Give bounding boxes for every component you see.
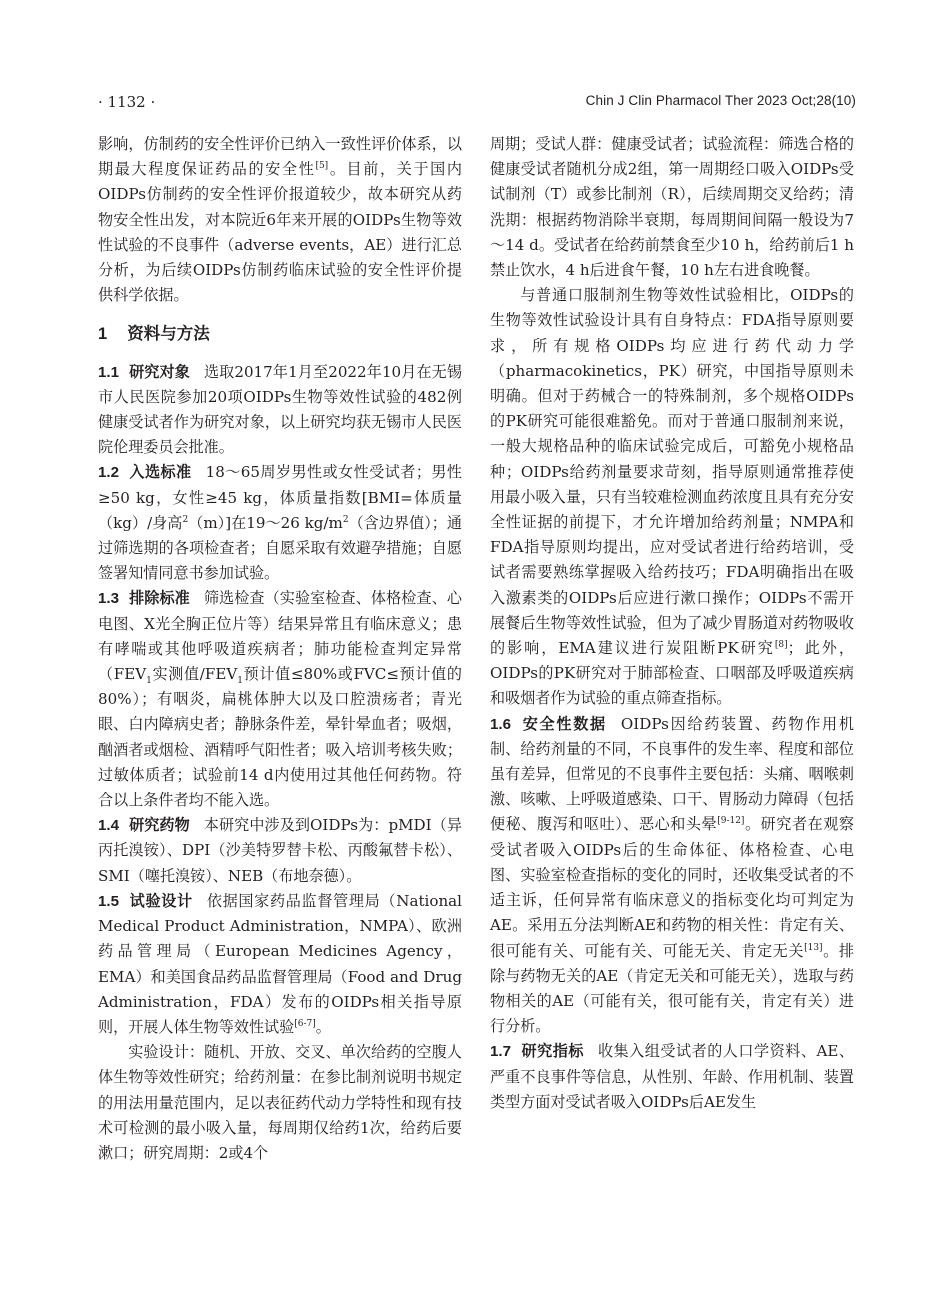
subsection-1-3: 1.3 排除标准 筛选检查（实验室检查、体格检查、心电图、X光全胸正位片等）结果异常且有临床意义；患有哮喘或其他呼吸道疾病者；肺功能检查判定异常（$FEV_1$实测值$/FEV_1$预计值≤80%或FVC≤预计值的80%）；有咽炎，扁桃体肿大以及口腔溃疡者；青光眼、白内障病史者；静脉条件差，晕针晕血者；吸烟，酗酒者或烟检、酒精呼气阳性者；吸入培训考核失败；过敏体质者；试验前14 d内使用过其他任何药物。符合以上条件者均不能入选。 [98,589,462,810]
subsection-1-6: 1.6 安全性数据 OIDPs因给药装置、药物作用机制、给药剂量的不同，不良事件的发生率、程度和部位虽有差异，但常见的不良事件主要包括：头痛、咽喉刺激、咳嗽、上呼吸道感染、口干、胃肠动力障碍（包括便秘、腹泻和呕吐）、恶心和头晕[9-12]。研究者在观察受试者吸入OIDPs后的生命体征、体格检查、心电图、实验室检查指标的变化的同时，还收集受试者的不适主诉，任何异常有临床意义的指标变化均可判定为AE。采用五分法判断AE和药物的相关性：肯定有关、很可能有关、可能有关、可能无关、肯定无关[13]。排除与药物无关的AE（肯定无关和可能无关），选取与药物相关的AE（可能有关，很可能有关，肯定有关）进行分析。 [490,714,854,1036]
running-header [98,93,856,115]
page-number: · 1132 · [98,93,156,111]
subsection-1-7: 1.7 研究指标 收集入组受试者的人口学资料、AE、严重不良事件等信息，从性别、年龄、作用机制、装置类型方面对受试者吸入OIDPs后AE发生 [490,1042,854,1111]
section-1-heading: 1 资料与方法 [98,325,210,344]
journal-citation: Chin J Clin Pharmacol Ther 2023 Oct;28(10) [585,93,856,108]
right-column [490,132,854,1115]
intro-paragraph-end: 影响，仿制药的安全性评价已纳入一致性评价体系，以期最大程度保证药品的安全性[5]。目前，关于国内OIDPs仿制药的安全性评价报道较少，故本研究从药物安全性出发，对本院近6年来开展的OIDPs生物等效性试验的不良事件（adverse events，AE）进行汇总分析，为后续OIDPs仿制药临床试验的安全性评价提供科学依据。 [98,135,462,305]
design-paragraph: 实验设计：随机、开放、交叉、单次给药的空腹人体生物等效性研究；给药剂量：在参比制剂说明书规定的用法用量范围内，足以表征药代动力学特性和现有技术可检测的最小吸入量，每周期仅给药1次，给药后要漱口；研究周期：2或4个 [98,1043,462,1162]
subsection-1-2: 1.2 入选标准 18～65周岁男性或女性受试者；男性≥50 kg，女性≥45 kg，体质量指数[BMI=体质量（kg）/身高$^2$（m）]在19～26 $kg/m^2$（含边界值）；通过筛选期的各项检查者；自愿采取有效避孕措施；自愿签署知情同意书参加试验。 [98,463,463,583]
subsection-1-1: 1.1 研究对象 选取2017年1月至2022年10月在无锡市人民医院参加20项OIDPs生物等效性试验的482例健康受试者作为研究对象，以上研究均获无锡市人民医院伦理委员会批准。 [98,362,462,457]
subsection-1-5: 1.5 试验设计 依据国家药品监督管理局（National Medical Product Administration，NMPA）、欧洲药品管理局（European Medicines Agency，EMA）和美国食品药品监督管理局（Food and Drug Administration，FDA）发布的OIDPs相关指导原则，开展人体生物等效性试验[6-7]。 [98,891,462,1036]
left-column [98,132,462,1166]
subsection-1-4: 1.4 研究药物 本研究中涉及到OIDPs为：pMDI（异丙托溴铵）、DPI（沙美特罗替卡松、丙酸氟替卡松）、SMI（噻托溴铵）、NEB（布地奈德）。 [98,816,462,885]
design-paragraph-cont: 周期；受试人群：健康受试者；试验流程：筛选合格的健康受试者随机分成2组，第一周期经口吸入OIDPs受试制剂（T）或参比制剂（R），后续周期交叉给药；清洗期：根据药物消除半衰期，每周期间间隔一般设为7～14 d。受试者在给药前禁食至少10 h，给药前后1 h禁止饮水，4 h后进食午餐，10 h左右进食晚餐。 [490,135,854,280]
comparison-paragraph: 与普通口服制剂生物等效性试验相比，OIDPs的生物等效性试验设计具有自身特点：FDA指导原则要求，所有规格OIDPs均应进行药代动力学（pharmacokinetics，PK）研究，中国指导原则未明确。但对于药械合一的特殊制剂，多个规格OIDPs的PK研究可能很难豁免。而对于普通口服制剂来说，一般大规格品种的临床试验完成后，可豁免小规格品种；OIDPs给药剂量要求苛刻，指导原则通常推荐使用最小吸入量，只有当较难检测血药浓度且具有充分安全性证据的前提下，才允许增加给药剂量；NMPA和FDA指导原则均提出，应对受试者进行给药培训，受试者需要熟练掌握吸入给药技巧；FDA明确指出在吸入激素类的OIDPs后应进行漱口操作；OIDPs不需开展餐后生物等效性试验，但为了减少胃肠道对药物吸收的影响，EMA建议进行炭阻断PK研究[8]；此外，OIDPs的PK研究对于肺部检查、口咽部及呼吸道疾病和吸烟者作为试验的重点筛查指标。 [490,286,854,708]
